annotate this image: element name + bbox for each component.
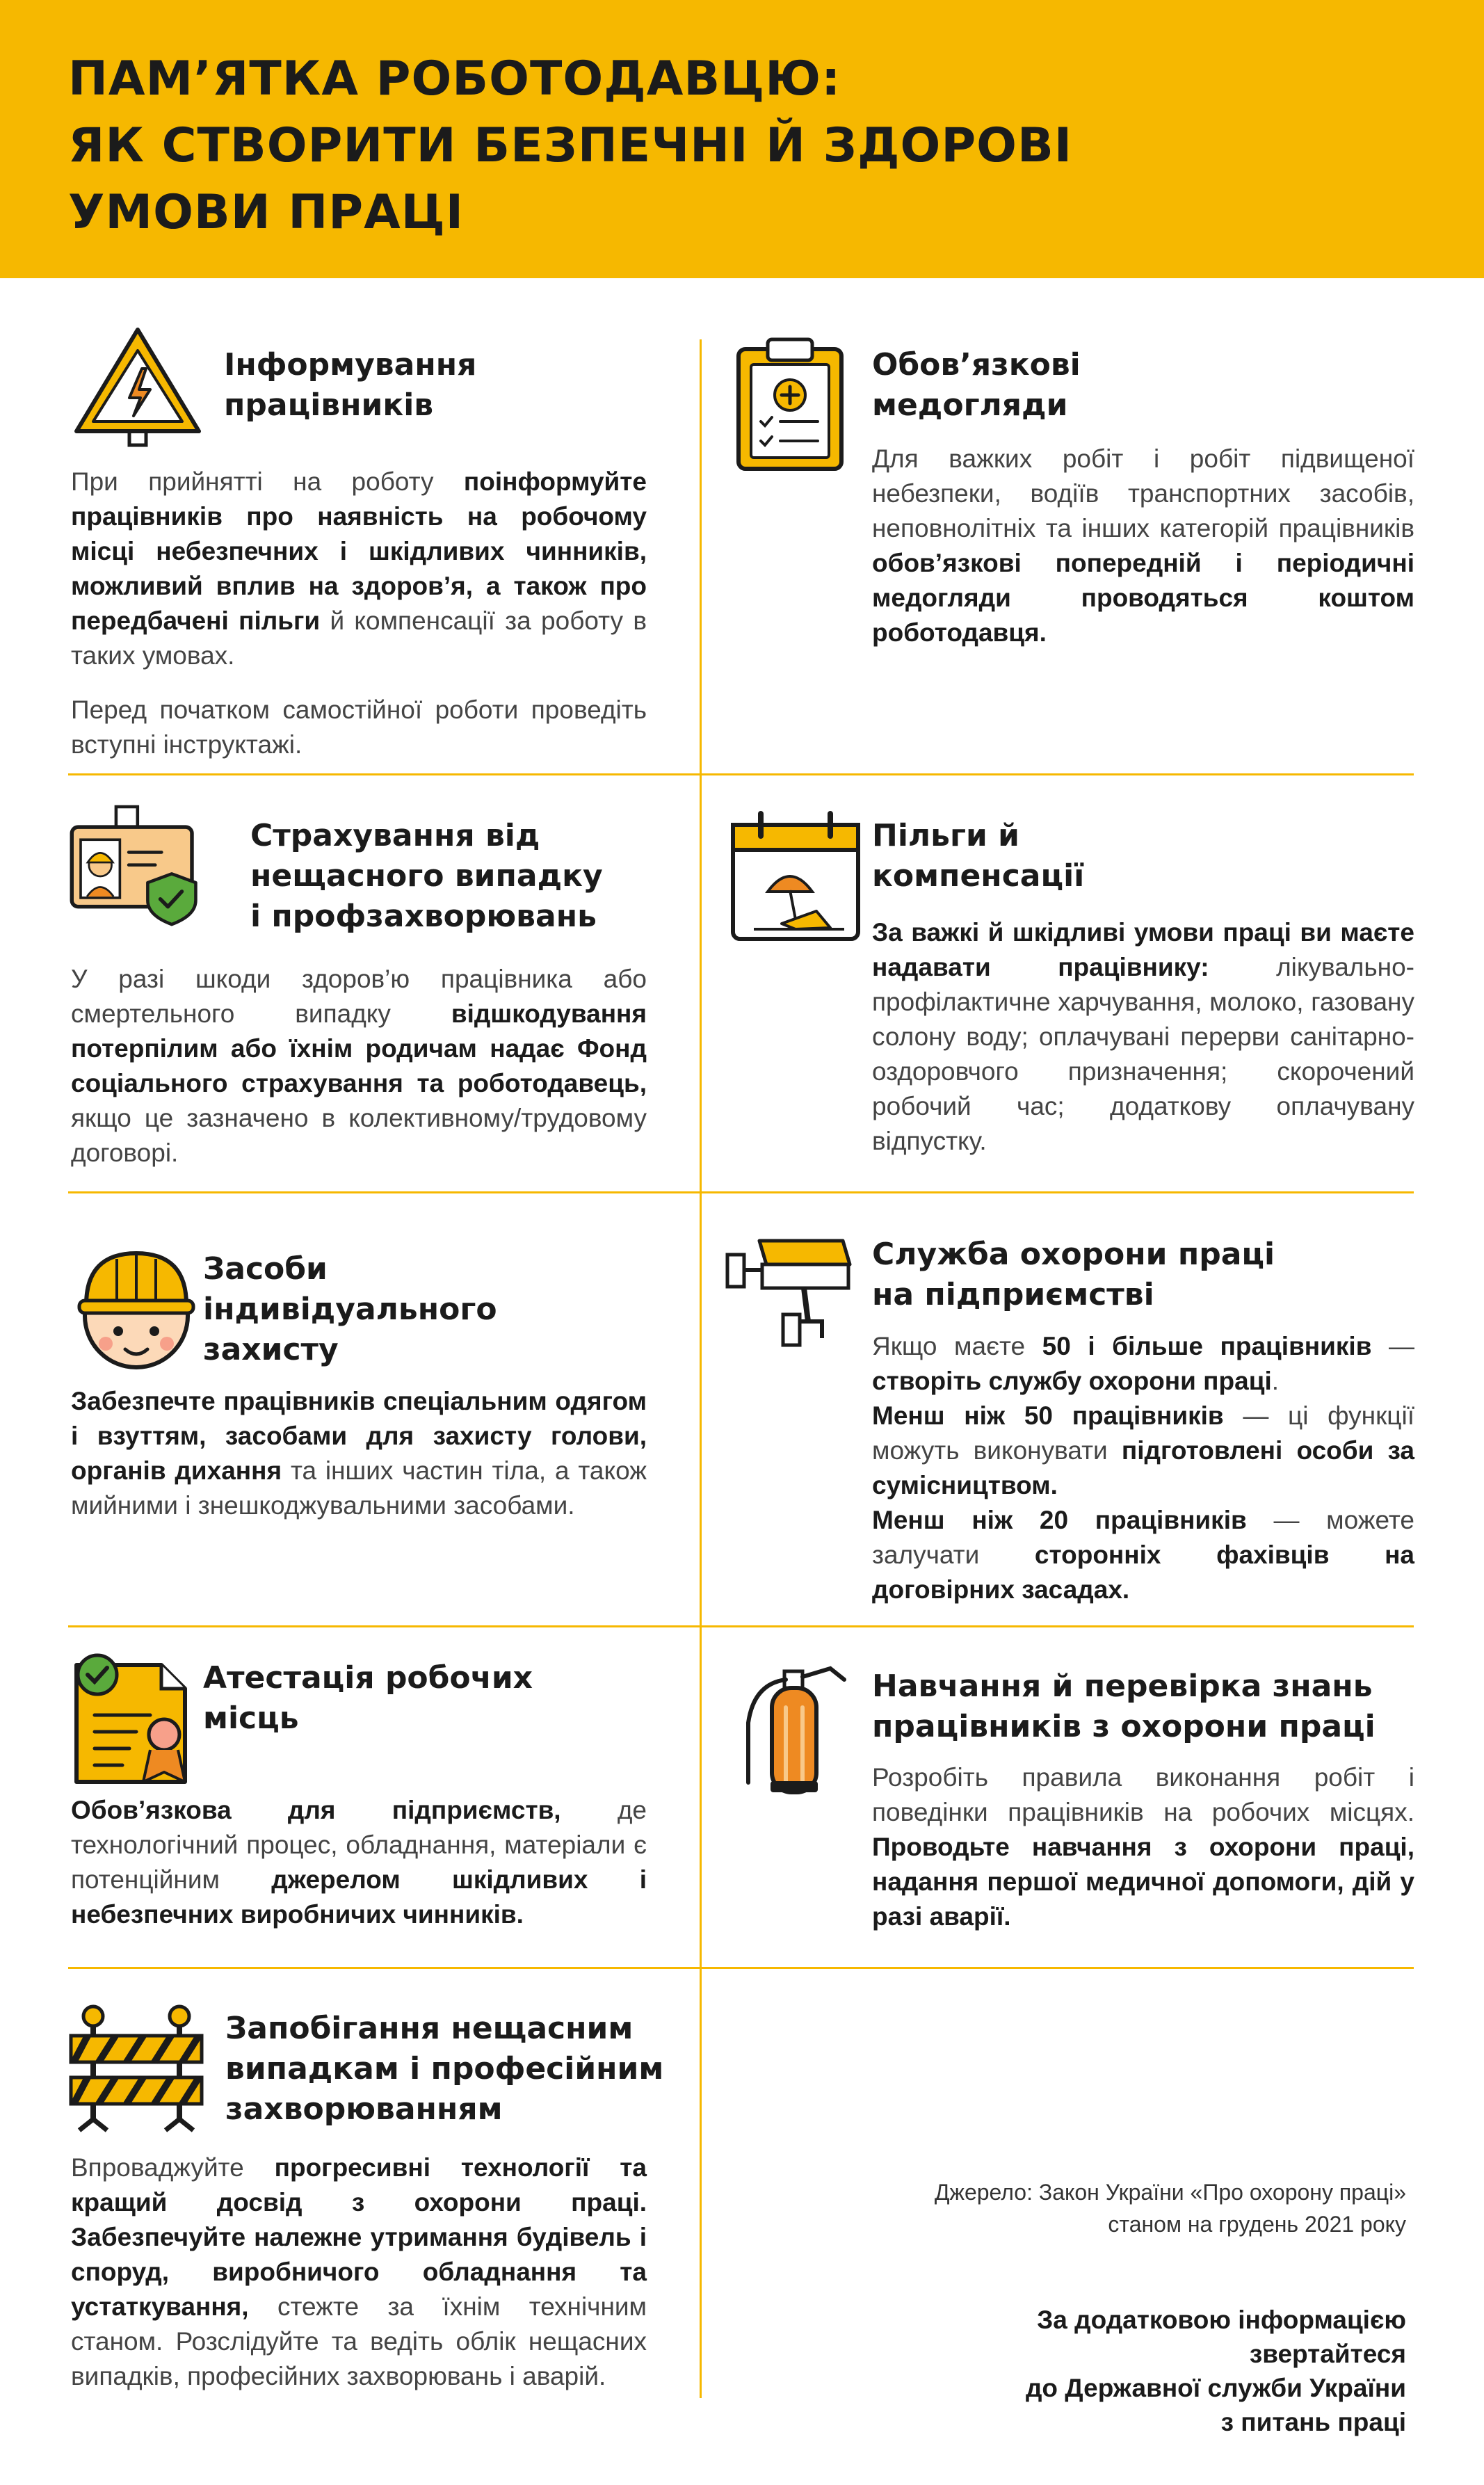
text-span: — xyxy=(1371,1332,1415,1360)
heading-line: випадкам і професійним xyxy=(225,2051,664,2086)
text-span: якщо це зазначено в колективному/трудовому договорі. xyxy=(71,1104,647,1167)
section-heading-inform xyxy=(224,345,476,426)
heading-line: Пільги й xyxy=(872,818,1019,853)
text-span: Якщо маєте xyxy=(872,1332,1042,1360)
section-text-benefits xyxy=(872,915,1414,1159)
paragraph xyxy=(872,442,1414,650)
road-barrier-icon xyxy=(67,2000,206,2139)
heading-line: Обов’язкові xyxy=(872,347,1081,383)
text-strong: обов’язкові попередній і періодичні медогляди проводяться коштом роботодавця. xyxy=(872,549,1414,647)
text-span: Впроваджуйте xyxy=(71,2153,275,2182)
text-strong: Менш ніж 50 працівників xyxy=(872,1401,1224,1430)
text-span: лікувально-профілактичне харчування, молоко, газовану солону воду; оплачувані перерви санітарно-оздоровчого призначення; скорочений робочий час; додаткову оплачувану відпустку. xyxy=(872,953,1414,1155)
paragraph: Перед початком самостійної роботи проведіть вступні інструктажі. xyxy=(71,695,647,759)
heading-line: медогляди xyxy=(872,387,1068,423)
heading-line: компенсації xyxy=(872,858,1085,894)
text-strong: 50 і більше працівників xyxy=(1042,1332,1372,1360)
heading-line: Запобігання нещасним xyxy=(225,2011,634,2046)
text-span: — ці функції можуть виконувати xyxy=(872,1401,1414,1465)
text-span: й компенсації за роботу в таких умовах. xyxy=(71,606,647,670)
text-span: та інших частин тіла, а також мийними і знешкоджувальними засобами. xyxy=(71,1456,647,1520)
section-text-ppe xyxy=(71,1384,647,1523)
page-title-line-2: ЯК СТВОРИТИ БЕЗПЕЧНІ Й ЗДОРОВІ xyxy=(68,118,1073,173)
text-strong: створіть службу охорони праці xyxy=(872,1367,1272,1395)
text-strong: Менш ніж 20 працівників xyxy=(872,1506,1247,1534)
text-span: . xyxy=(1271,1367,1280,1395)
column-divider xyxy=(700,339,702,2398)
paragraph xyxy=(71,465,647,673)
text-span: де технологічний процес, обладнання, матеріали є потенційним xyxy=(71,1796,647,1894)
calendar-vacation-icon xyxy=(726,807,865,946)
paragraph xyxy=(872,1503,1414,1607)
section-text-inform xyxy=(71,465,647,762)
paragraph xyxy=(872,1399,1414,1503)
paragraph xyxy=(71,1384,647,1523)
text-strong: Забезпечте працівників спеціальним одягом і взуттям, засобами для захисту голови, органів дихання xyxy=(71,1387,647,1485)
text-span: стежте за їхнім технічним станом. Розслідуйте та ведіть облік нещасних випадків, професійних захворювань і аварій. xyxy=(71,2292,647,2390)
section-heading-prevention xyxy=(225,2009,663,2130)
paragraph xyxy=(872,915,1414,1159)
heading-line: працівників з охорони праці xyxy=(872,1709,1376,1744)
paragraph xyxy=(71,1793,647,1932)
contact-note xyxy=(1026,2303,1406,2439)
contact-line: з питань праці xyxy=(1220,2408,1406,2436)
section-heading-training xyxy=(872,1666,1376,1747)
section-text-service xyxy=(872,1329,1414,1607)
text-strong: За важкі й шкідливі умови праці ви маєте надавати працівнику: xyxy=(872,918,1414,981)
heading-line: Служба охорони праці xyxy=(872,1237,1275,1272)
heading-line: Страхування від xyxy=(250,818,540,853)
contact-line: За додатковою інформацією xyxy=(1037,2306,1406,2334)
section-text-medical xyxy=(872,442,1414,650)
text-span: При прийнятті на роботу xyxy=(71,467,464,496)
heading-line: захисту xyxy=(203,1332,339,1367)
section-heading-ppe xyxy=(203,1249,497,1370)
paragraph xyxy=(71,2150,647,2394)
heading-line: Атестація робочих xyxy=(203,1660,533,1696)
heading-line: Засоби xyxy=(203,1251,328,1287)
title-banner xyxy=(0,0,1484,278)
section-heading-insurance xyxy=(250,816,603,937)
heading-line: на підприємстві xyxy=(872,1277,1154,1312)
fire-extinguisher-icon xyxy=(726,1659,865,1798)
heading-line: і профзахворювань xyxy=(250,899,597,934)
text-strong: відшкодування потерпілим або їхнім родичам надає Фонд соціального страхування та роботодавець, xyxy=(71,999,647,1097)
row-divider xyxy=(68,773,1414,775)
paragraph xyxy=(872,1329,1414,1399)
page-title-line-1: ПАМ’ЯТКА РОБОТОДАВЦЮ: xyxy=(68,51,841,106)
text-span: Розробіть правила виконання робіт і поведінки працівників на робочих місцях. xyxy=(872,1763,1414,1826)
source-line: Джерело: Закон України «Про охорону праці» xyxy=(934,2180,1406,2205)
heading-line: захворюванням xyxy=(225,2091,503,2127)
heading-line: Навчання й перевірка знань xyxy=(872,1668,1373,1704)
contact-line: звертайтеся xyxy=(1249,2340,1406,2368)
contact-line: до Державної служби України xyxy=(1025,2374,1406,2402)
text-strong: джерелом шкідливих і небезпечних виробничих чинників. xyxy=(71,1865,647,1929)
text-strong: прогресивні технології та кращий досвід з охорони праці. Забезпечуйте належне утримання будівель і споруд, виробничого обладнання та устаткування, xyxy=(71,2153,647,2321)
text-span: Для важких робіт і робіт підвищеної небезпеки, водіїв транспортних засобів, неповнолітніх та інших категорій працівників xyxy=(872,444,1414,542)
paragraph xyxy=(71,962,647,1171)
heading-line: нещасного випадку xyxy=(250,858,603,894)
paragraph xyxy=(872,1760,1414,1934)
text-strong: підготовлені особи за сумісництвом. xyxy=(872,1436,1414,1499)
section-heading-service xyxy=(872,1235,1275,1315)
section-text-training xyxy=(872,1760,1414,1934)
section-text-insurance xyxy=(71,962,647,1171)
row-divider xyxy=(68,1967,1414,1969)
section-text-attestation xyxy=(71,1793,647,1932)
section-heading-attestation xyxy=(203,1658,533,1739)
heading-line: індивідуального xyxy=(203,1292,497,1327)
text-strong: сторонніх фахівців на договірних засадах. xyxy=(872,1541,1414,1604)
section-heading-benefits xyxy=(872,816,1084,896)
warning-sign-icon xyxy=(68,320,207,459)
page-title-line-3: УМОВИ ПРАЦІ xyxy=(68,185,465,240)
text-strong: поінформуйте працівників про наявність на робочому місці небезпечних і шкідливих чинників, можливий вплив на здоров’я, а також про передбачені пільги xyxy=(71,467,647,635)
heading-line: Інформування xyxy=(224,347,477,383)
section-heading-medical xyxy=(872,345,1081,426)
certificate-document-icon xyxy=(67,1648,206,1787)
text-strong: Проводьте навчання з охорони праці, надання першої медичної допомоги, дій у разі аварії. xyxy=(872,1833,1414,1931)
id-badge-shield-icon xyxy=(67,793,206,932)
source-note xyxy=(935,2176,1406,2240)
row-divider xyxy=(68,1191,1414,1193)
section-text-prevention xyxy=(71,2150,647,2394)
text-strong: Обов’язкова для підприємств, xyxy=(71,1796,561,1824)
worker-helmet-icon xyxy=(67,1238,206,1377)
security-camera-icon xyxy=(720,1224,860,1363)
heading-line: працівників xyxy=(224,387,434,423)
source-line: станом на грудень 2021 року xyxy=(1108,2212,1406,2237)
row-divider xyxy=(68,1625,1414,1627)
medical-clipboard-icon xyxy=(720,332,860,472)
text-span: — можете залучати xyxy=(872,1506,1414,1569)
heading-line: місць xyxy=(203,1700,299,1736)
text-span: У разі шкоди здоров’ю працівника або смертельного випадку xyxy=(71,965,647,1028)
